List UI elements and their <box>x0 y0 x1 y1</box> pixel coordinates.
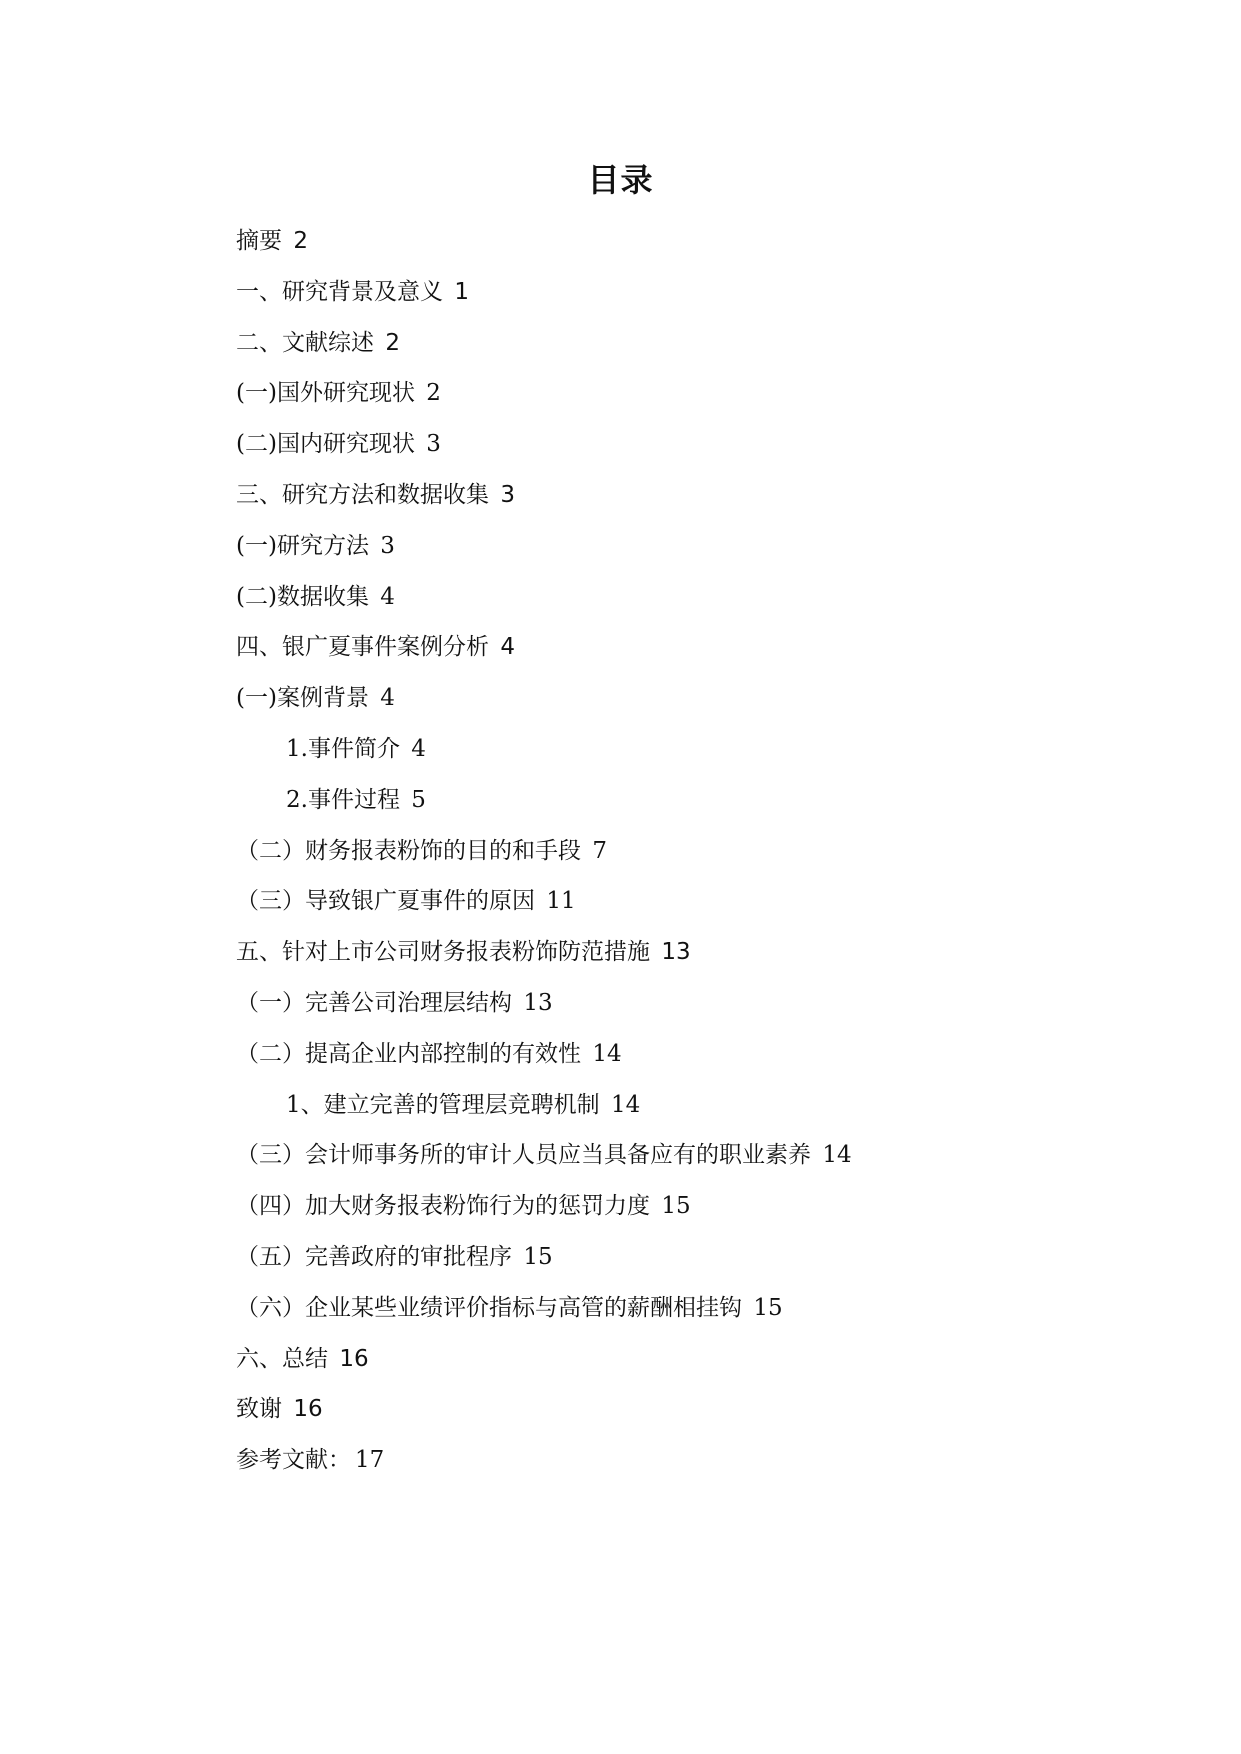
toc-entry-text: 参考文献： <box>236 1447 351 1474</box>
toc-page-number: 3 <box>380 532 395 559</box>
toc-entry-subsection-4-1-1[interactable] <box>236 734 1136 785</box>
toc-page-number: 14 <box>610 1091 641 1118</box>
toc-page-number: 2 <box>385 329 400 356</box>
toc-entry-acknowledgements[interactable] <box>236 1394 1136 1445</box>
toc-page-number: 15 <box>753 1294 783 1321</box>
toc-page-number: 4 <box>380 685 395 712</box>
toc-page-number: 3 <box>426 431 441 458</box>
toc-entry-text: 四、银广夏事件案例分析 <box>236 634 489 661</box>
toc-entry-text: （三）会计师事务所的审计人员应当具备应有的职业素养 <box>236 1142 811 1169</box>
toc-page-number: 15 <box>523 1243 553 1270</box>
toc-entry-section-4-3[interactable] <box>236 886 1136 937</box>
toc-page-number: 13 <box>523 989 553 1016</box>
toc-page-number: 14 <box>822 1142 852 1169</box>
toc-entry-section-2-2[interactable] <box>236 429 1136 480</box>
toc-page-number: 3 <box>500 481 515 508</box>
toc-entry-text: （四）加大财务报表粉饰行为的惩罚力度 <box>236 1193 650 1220</box>
toc-entry-chapter-3[interactable] <box>236 480 1136 531</box>
toc-entry-references[interactable] <box>236 1445 1136 1496</box>
toc-entry-text: （五）完善政府的审批程序 <box>236 1243 512 1270</box>
toc-entry-text: 1、建立完善的管理层竞聘机制 <box>286 1091 600 1118</box>
toc-entry-chapter-4[interactable] <box>236 632 1136 683</box>
toc-page-number: 4 <box>411 735 426 762</box>
toc-entry-text: (一)研究方法 <box>236 532 369 559</box>
toc-entry-text: （三）导致银广夏事件的原因 <box>236 888 535 915</box>
toc-page-number: 7 <box>592 837 607 864</box>
toc-entry-section-2-1[interactable] <box>236 378 1136 429</box>
toc-entry-section-3-2[interactable] <box>236 582 1136 633</box>
toc-entry-section-5-5[interactable] <box>236 1242 1136 1293</box>
toc-entry-chapter-6[interactable] <box>236 1344 1136 1395</box>
toc-page-number: 11 <box>546 888 576 915</box>
toc-entry-section-5-6[interactable] <box>236 1293 1136 1344</box>
toc-entry-text: 摘要 <box>236 228 282 254</box>
toc-page-number: 5 <box>411 786 426 813</box>
toc-entry-text: （六）企业某些业绩评价指标与高管的薪酬相挂钩 <box>236 1294 742 1321</box>
toc-entry-text: 六、总结 <box>236 1345 328 1372</box>
toc-page-number: 2 <box>426 380 441 407</box>
toc-entry-subsection-4-1-2[interactable] <box>236 785 1136 836</box>
toc-entry-text: (一)案例背景 <box>236 685 369 712</box>
toc-entry-text: （一）完善公司治理层结构 <box>236 989 512 1016</box>
toc-entry-text: (二)数据收集 <box>236 583 369 610</box>
toc-page-number: 14 <box>592 1040 622 1067</box>
toc-entry-text: 三、研究方法和数据收集 <box>236 481 489 508</box>
toc-entry-text: 致谢 <box>236 1396 282 1423</box>
toc-entry-text: 2.事件过程 <box>286 786 400 813</box>
toc-entry-subsection-5-2-1[interactable] <box>236 1090 1136 1141</box>
toc-page-number: 17 <box>355 1447 385 1474</box>
toc-entry-section-4-2[interactable] <box>236 836 1136 887</box>
toc-entry-text: （二）财务报表粉饰的目的和手段 <box>236 837 581 864</box>
toc-page-number: 16 <box>293 1396 323 1423</box>
toc-entry-chapter-2[interactable] <box>236 328 1136 379</box>
toc-page-number: 1 <box>454 278 469 305</box>
toc-entry-chapter-5[interactable] <box>236 937 1136 988</box>
toc-page-number: 4 <box>380 583 395 610</box>
toc-title: 目录 <box>587 161 654 199</box>
toc-entry-section-5-2[interactable] <box>236 1039 1136 1090</box>
toc-entry-text: 1.事件简介 <box>286 735 400 762</box>
toc-entry-section-4-1[interactable] <box>236 683 1136 734</box>
toc-page-number: 4 <box>500 634 515 661</box>
toc-entry-text: (二)国内研究现状 <box>236 431 415 458</box>
toc-page-number: 16 <box>339 1345 369 1372</box>
toc-entry-text: 一、研究背景及意义 <box>236 278 443 305</box>
toc-entry-section-5-1[interactable] <box>236 988 1136 1039</box>
toc-entry-text: （二）提高企业内部控制的有效性 <box>236 1040 581 1067</box>
toc-entry-section-5-3[interactable] <box>236 1140 1136 1191</box>
toc-entry-section-5-4[interactable] <box>236 1191 1136 1242</box>
toc-entry-text: 五、针对上市公司财务报表粉饰防范措施 <box>236 939 650 966</box>
toc-page-number: 2 <box>293 228 308 254</box>
toc-page-number: 15 <box>661 1193 691 1220</box>
toc-entry-abstract[interactable] <box>236 226 1136 277</box>
toc-page-number: 13 <box>661 939 691 966</box>
toc-list <box>236 226 1136 1496</box>
toc-entry-text: (一)国外研究现状 <box>236 380 415 407</box>
toc-entry-section-3-1[interactable] <box>236 531 1136 582</box>
toc-entry-chapter-1[interactable] <box>236 277 1136 328</box>
toc-entry-text: 二、文献综述 <box>236 329 374 356</box>
